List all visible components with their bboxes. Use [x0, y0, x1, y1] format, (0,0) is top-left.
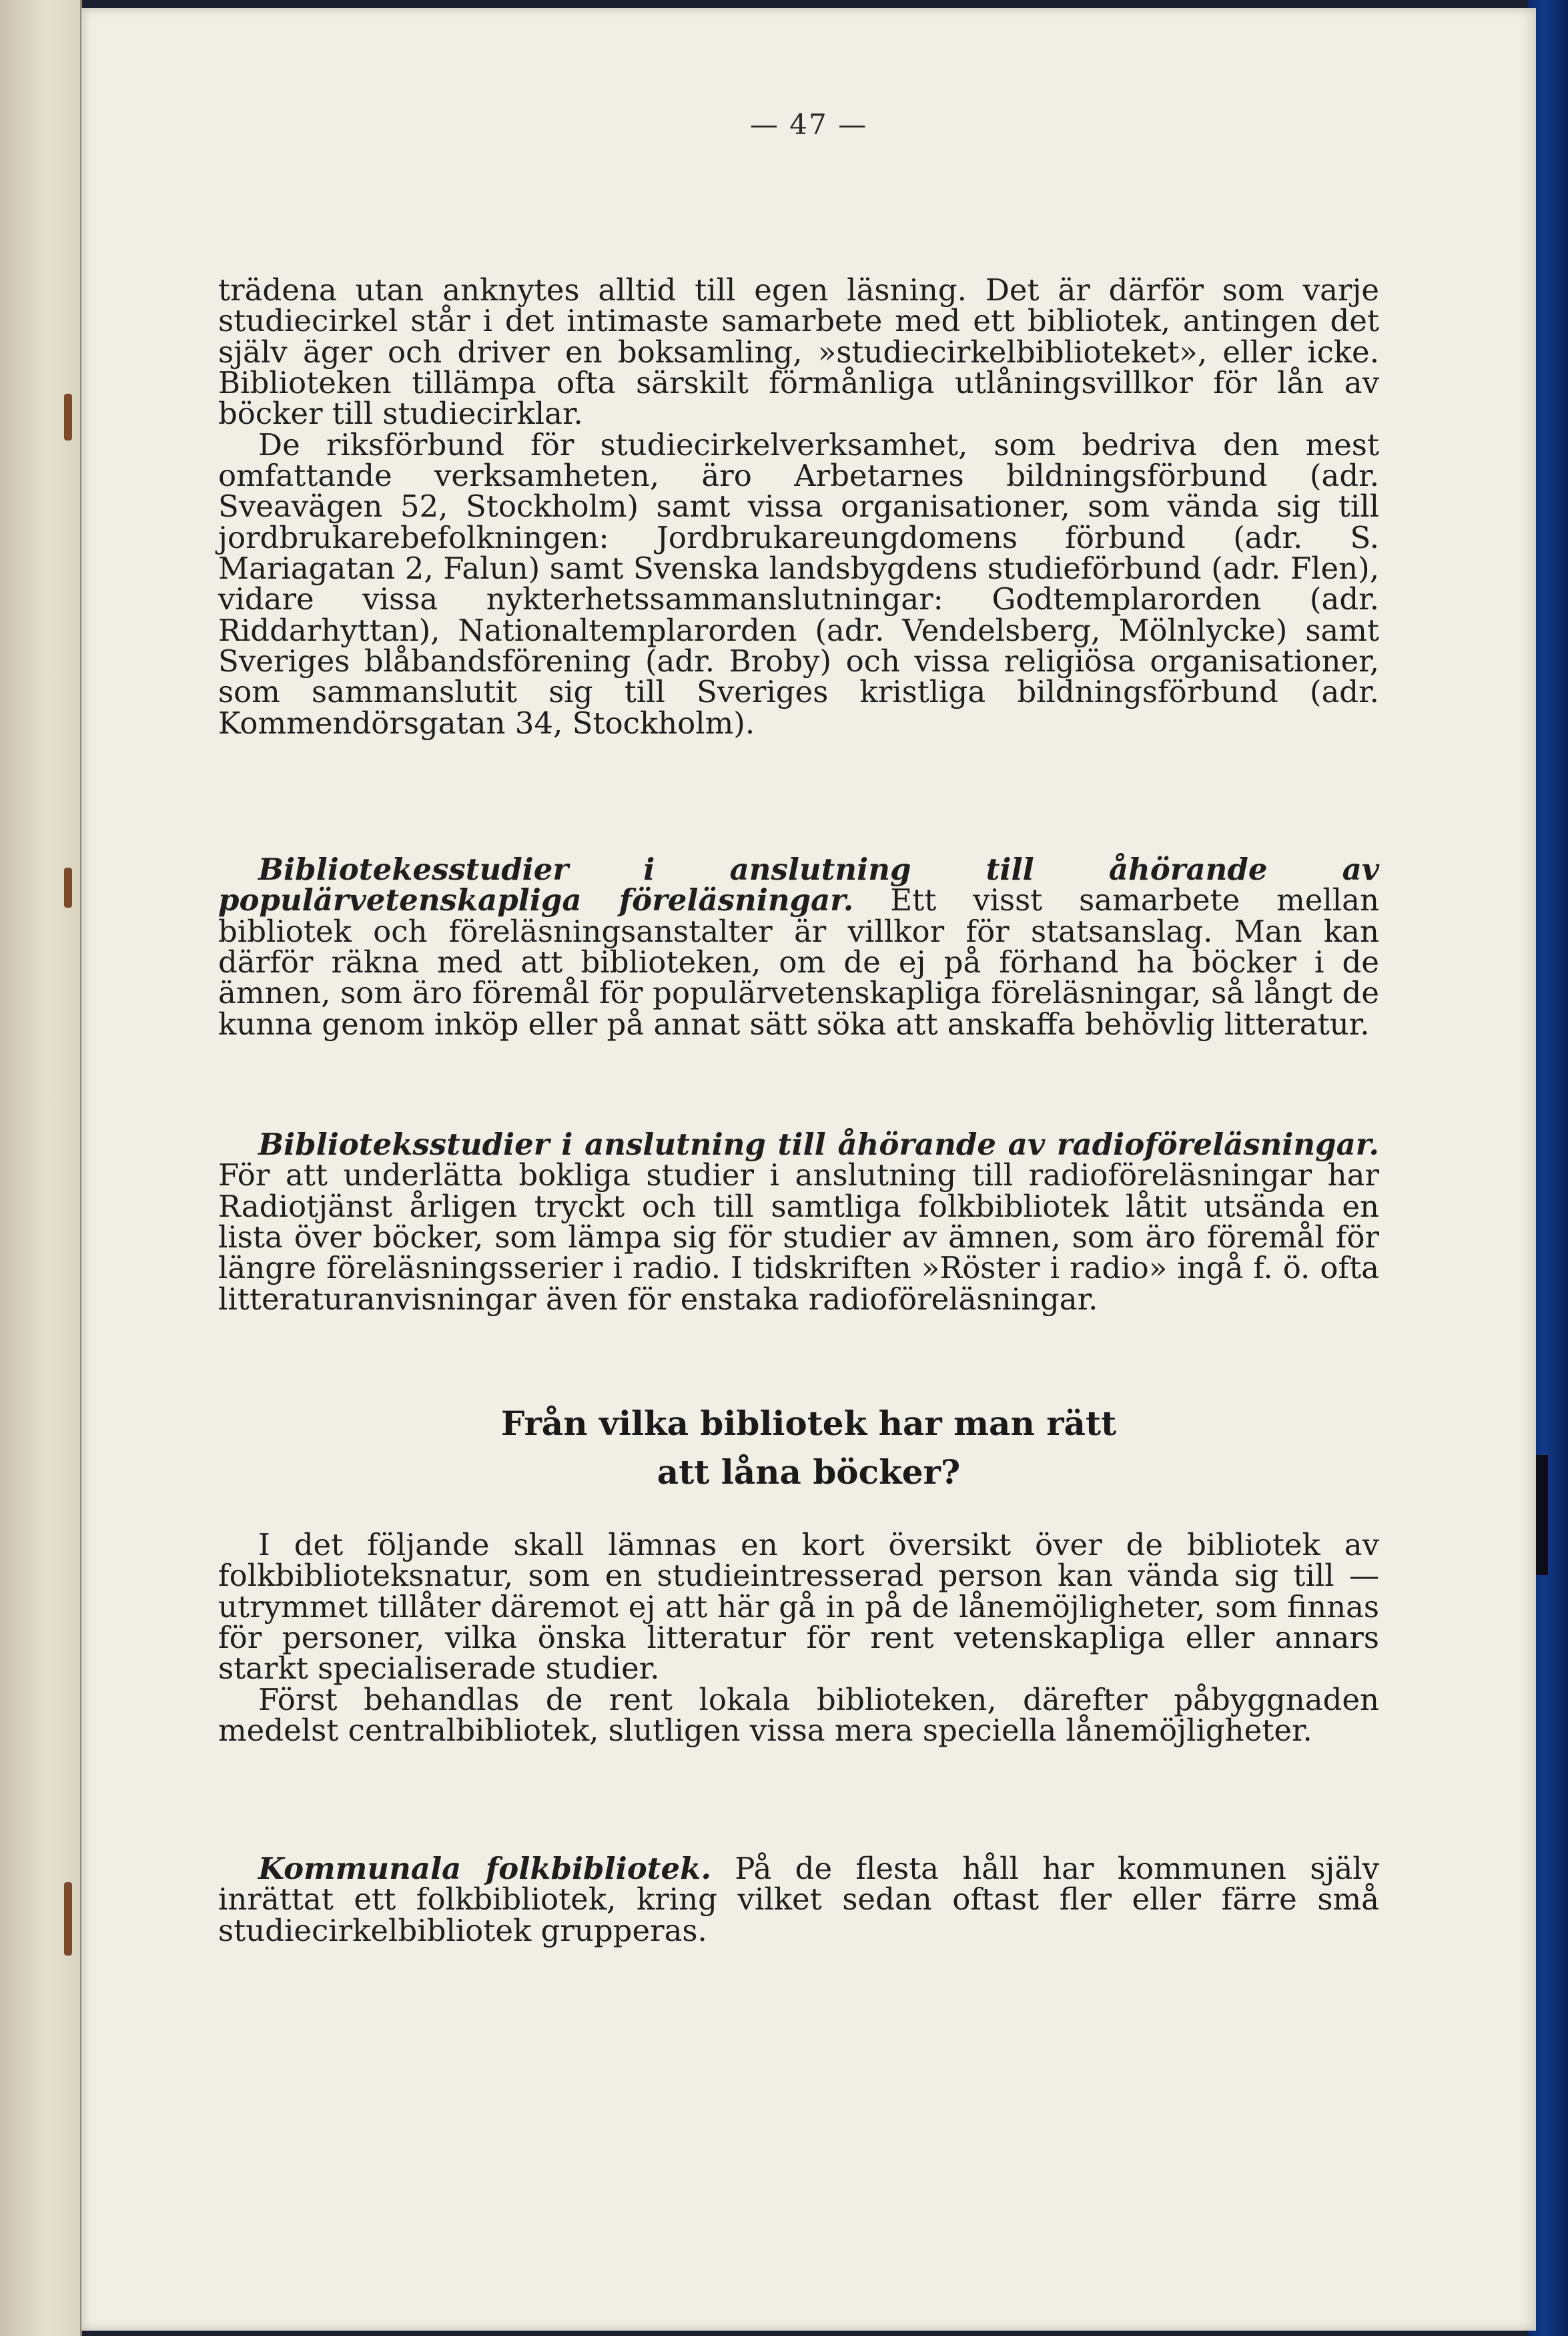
paragraph-text: Ett visst samarbete mellan bibliotek och föreläsningsanstalter är villkor för statsanslag. Man kan därför räkna med att biblioteken, om de ej på förhand ha böcker i de ämnen, som äro föremål för populärvetenskapliga föreläsningar, så långt de kunna genom inköp eller på annat sätt söka att anskaffa behövlig litteratur. — [218, 882, 1379, 1042]
paragraph-text: För att underlätta bokliga studier i anslutning till radioföreläsningar har Radiotjänst årligen tryckt och till samtliga folkbibliotek låtit utsända en lista över böcker, som lämpa sig för studier av ämnen, som äro föremål för längre föreläsningsserier i radio. I tidskriften »Röster i radio» ingå f. ö. ofta litteraturanvisningar även för enstaka radioföreläsningar. — [218, 1157, 1379, 1317]
stain — [64, 1882, 72, 1956]
stain — [64, 394, 72, 441]
paragraph-text: På de flesta håll har kommunen själv inrättat ett folkbibliotek, kring vilket sedan oftast fler eller färre små studiecirkelbibliotek grupperas. — [218, 1851, 1380, 1948]
paragraph: Först behandlas de rent lokala biblioteken, därefter påbyggnaden medelst centralbibliotek, slutligen vissa mera speciella lånemöjligheter. — [218, 1681, 1379, 1749]
body-top — [218, 272, 1379, 741]
left-page-edge — [0, 0, 82, 2336]
section-heading — [81, 1400, 1536, 1496]
heading-line: Från vilka bibliotek har man rätt — [500, 1404, 1117, 1443]
run-in-heading: Kommunala folkbibliotek. — [258, 1851, 711, 1886]
paragraph: De riksförbund för studiecirkelverksamhet, som bedriva den mest omfattande verksamheten, äro Arbetarnes bildningsförbund (adr. Sveavägen 52, Stockholm) samt vissa organisationer, som vända sig till jordbrukarebefolkningen: Jordbrukareungdomens förbund (adr. S. Mariagatan 2, Falun) samt Svenska landsbygdens studieförbund (adr. Flen), vidare vissa nykterhetssammanslutningar: Godtemplarorden (adr. Riddarhyttan), Nationaltemplarorden (adr. Vendelsberg, Mölnlycke) samt Sveriges blåbandsförening (adr. Broby) och vissa religiösa organisationer, som sammanslutit sig till Sveriges kristliga bildningsförbund (adr. Kommendörsgatan 34, Stockholm). — [218, 426, 1379, 741]
paragraph — [218, 854, 1379, 1040]
section-radio-lectures — [218, 1129, 1379, 1315]
book-page — [81, 8, 1536, 2331]
heading-line: att låna böcker? — [657, 1452, 961, 1492]
stain — [64, 868, 72, 908]
body-bottom — [218, 1527, 1379, 1749]
paragraph: I det följande skall lämnas en kort översikt över de bibliotek av folkbiblioteksnatur, som en studieintresserad person kan vända sig till — utrymmet tillåter däremot ej att här gå in på de lånemöjligheter, som finnas för personer, vilka önska litteratur för rent vetenskapliga eller annars starkt specialiserade studier. — [218, 1527, 1379, 1687]
paragraph — [218, 1129, 1379, 1315]
run-in-heading: Bibliotekesstudier i anslutning till åhörande av populärvetenskapliga föreläsningar. — [218, 852, 1379, 918]
run-in-heading: Biblioteksstudier i anslutning till åhörande av radioföreläsningar. — [258, 1127, 1379, 1162]
paragraph: trädena utan anknytes alltid till egen läsning. Det är därför som varje studiecirkel står i det intimaste samarbete med ett bibliotek, antingen det själv äger och driver en boksamling, »studiecirkelbiblioteket», eller icke. Biblioteken tillämpa ofta särskilt förmånliga utlåningsvillkor för lån av böcker till studiecirklar. — [218, 272, 1379, 432]
paragraph — [218, 1853, 1379, 1946]
section-popular-lectures — [218, 854, 1379, 1040]
page-number: — 47 — — [749, 108, 868, 141]
section-municipal-libraries — [218, 1853, 1379, 1946]
